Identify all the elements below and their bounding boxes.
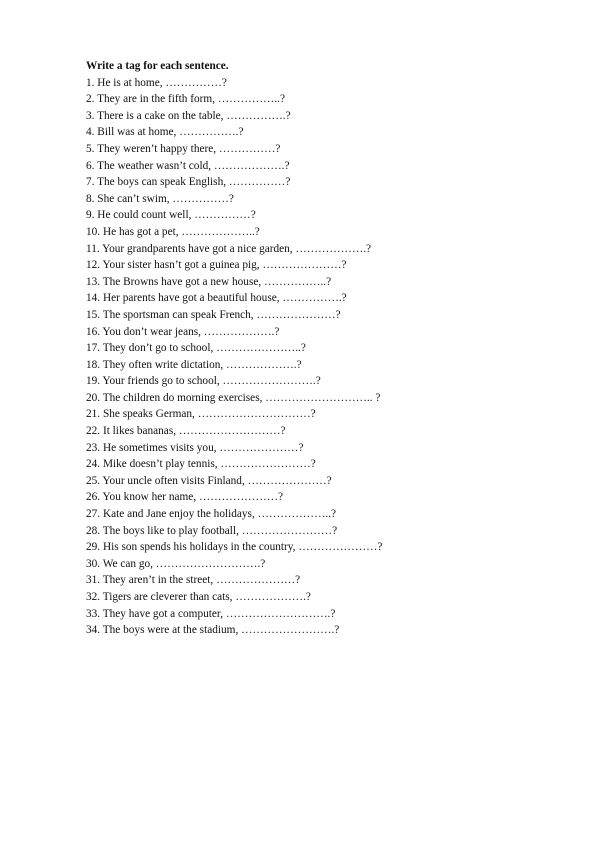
sentence-item: 4. Bill was at home, …………….? [86,126,244,139]
worksheet-content [86,58,566,639]
sentence-item: 5. They weren’t happy there, ……………? [86,142,281,155]
sentence-item: 21. She speaks German, …………………………? [86,408,316,421]
sentence-item: 8. She can’t swim, ……………? [86,192,234,205]
sentence-item: 32. Tigers are cleverer than cats, ……………….? [86,591,311,603]
sentence-item: 26. You know her name, …………………? [86,491,284,504]
sentence-item: 29. His son spends his holidays in the country, …………………? [86,541,383,554]
sentence-item: 24. Mike doesn’t play tennis, ……………………? [86,458,316,471]
sentence-item: 11. Your grandparents have got a nice garden, ……………….? [86,242,372,255]
sentence-item: 15. The sportsman can speak French, …………………? [86,308,341,321]
sentence-item: 6. The weather wasn’t cold, ……………….? [86,159,290,172]
sentence-item: 31. They aren’t in the street, …………………? [86,574,301,587]
sentence-item: 18. They often write dictation, ……………….? [86,358,302,371]
sentence-item: 7. The boys can speak English, ……………? [86,176,291,189]
sentence-item: 14. Her parents have got a beautiful house, …………….? [86,292,347,305]
sentence-item: 33. They have got a computer, ……………………….? [86,607,336,620]
sentence-item: 17. They don’t go to school, …………………..? [86,342,306,355]
worksheet-title: Write a tag for each sentence. [86,60,229,72]
sentence-item: 10. He has got a pet, ………………..? [86,225,260,238]
sentence-item: 16. You don’t wear jeans, ……………….? [86,325,280,338]
sentence-item: 13. The Browns have got a new house, ……………..? [86,275,332,288]
sentence-item: 34. The boys were at the stadium, …………………….? [86,624,340,637]
sentence-item: 12. Your sister hasn’t got a guinea pig, …………………? [86,259,347,272]
sentence-item: 22. It likes bananas, ………………………? [86,425,286,438]
sentence-item: 20. The children do morning exercises, ……………………….. ? [86,391,381,404]
sentence-item: 30. We can go, ……………………….? [86,557,266,570]
sentence-item: 3. There is a cake on the table, …………….? [86,109,291,122]
sentence-item: 27. Kate and Jane enjoy the holidays, ………………..? [86,508,337,521]
sentence-item: 25. Your uncle often visits Finland, …………………? [86,474,332,487]
sentence-item: 2. They are in the fifth form, ……………..? [86,93,286,106]
sentence-item: 9. He could count well, ……………? [86,209,256,222]
sentence-list [86,75,566,639]
sentence-item: 23. He sometimes visits you, …………………? [86,441,304,454]
sentence-item: 19. Your friends go to school, …………………….? [86,375,321,388]
sentence-item: 28. The boys like to play football, ……………………? [86,524,338,537]
sentence-item: 1. He is at home, ……………? [86,76,227,89]
